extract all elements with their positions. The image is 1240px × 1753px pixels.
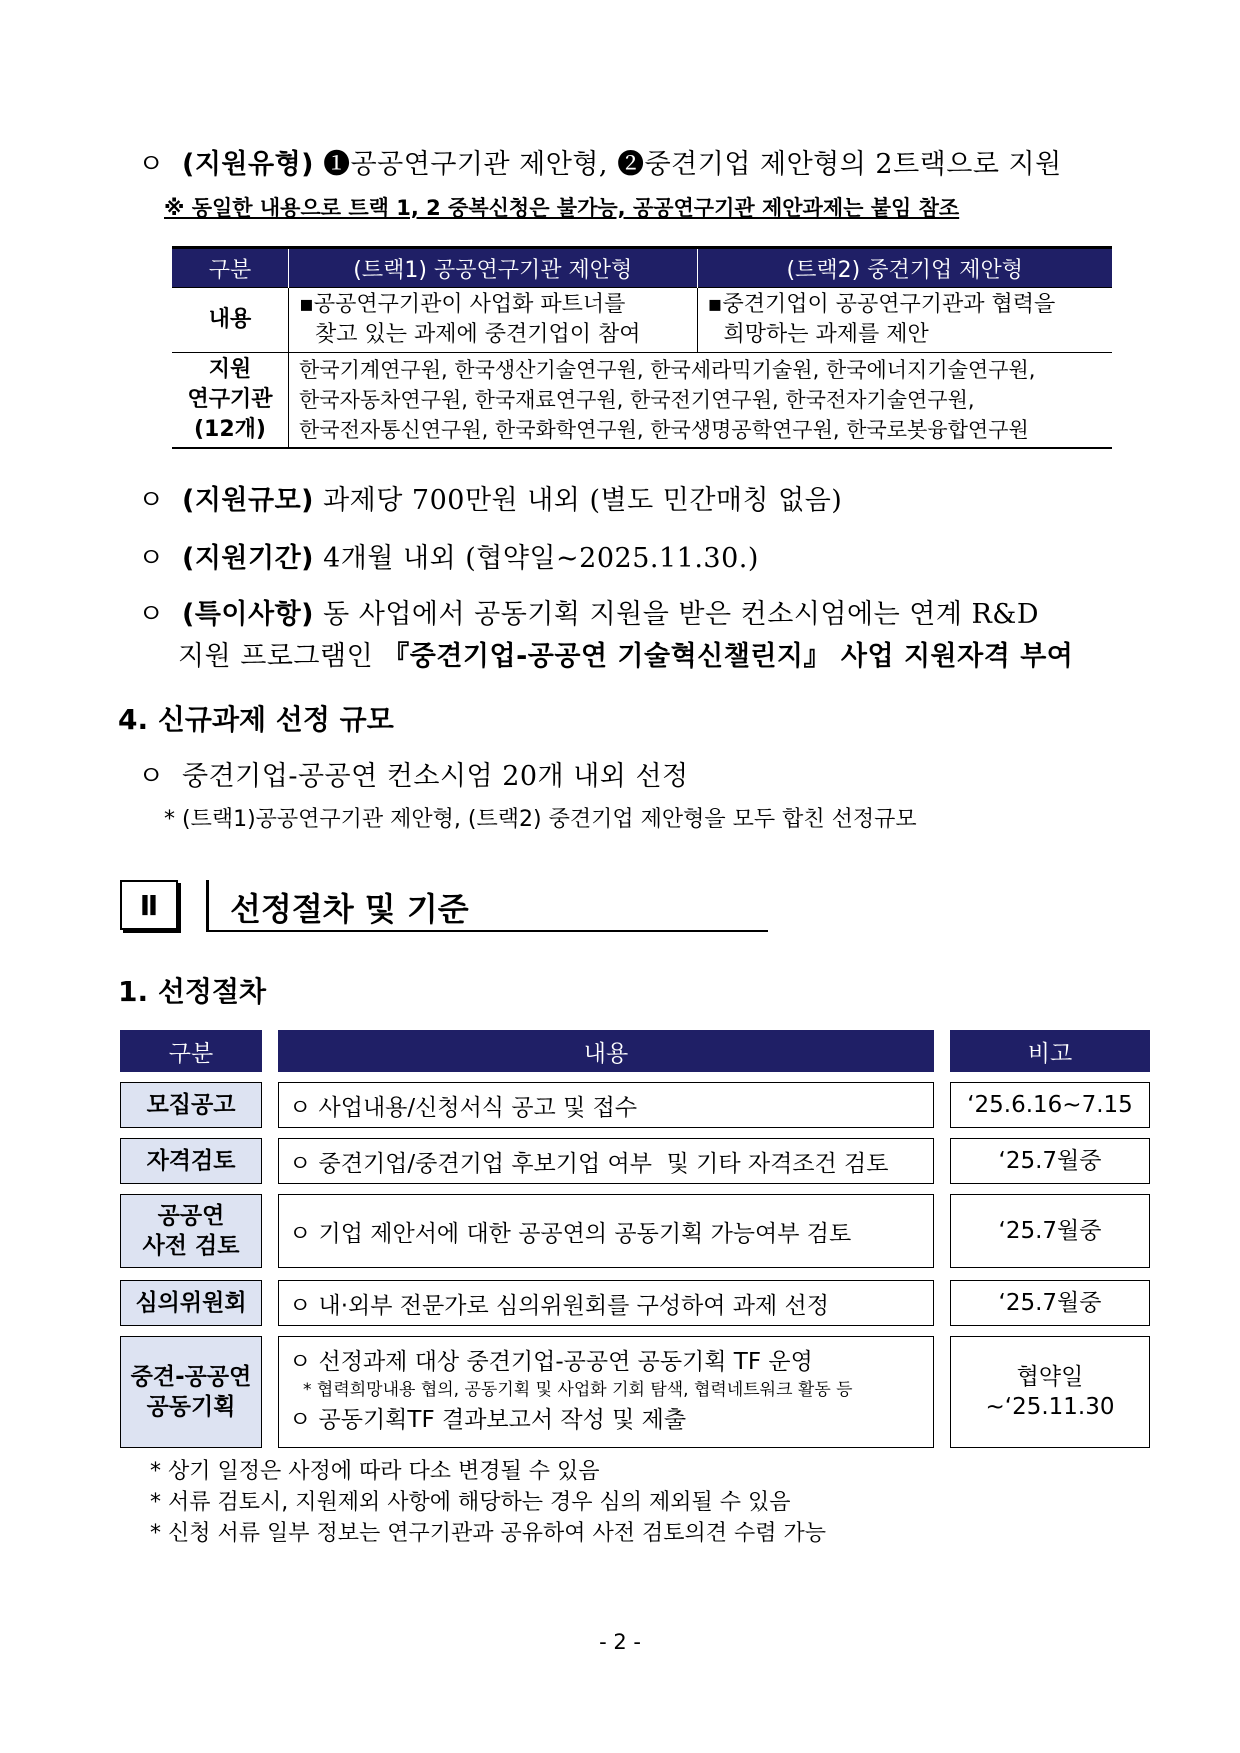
chapter-number: Ⅱ — [139, 888, 159, 922]
support-type-line — [138, 142, 1062, 181]
procedure-header-category: 구분 — [120, 1030, 262, 1072]
support-period-line — [138, 536, 759, 575]
institutions-label-line: 지원 — [208, 357, 252, 382]
track2-content-line: 희망하는 과제를 제안 — [723, 322, 929, 347]
track1-content — [289, 288, 698, 353]
bullet: ㅇ — [138, 761, 165, 792]
row-note-text: 협약일 — [1016, 1364, 1084, 1390]
procedure-header-content: 내용 — [278, 1030, 934, 1072]
support-scale-text: 과제당 700만원 내외 (별도 민간매칭 없음) — [314, 485, 843, 516]
row-content-text: ㅇ 사업내용/신청서식 공고 및 접수 — [289, 1094, 638, 1121]
bullet: ㅇ — [138, 599, 165, 630]
institutions-line: 한국전자통신연구원, 한국화학연구원, 한국생명공학연구원, 한국로봇융합연구원 — [299, 418, 1029, 442]
chapter-title: 선정절차 및 기준 — [230, 890, 469, 928]
row-note-text: ‘25.7월중 — [998, 1218, 1102, 1244]
section4-heading: 4. 신규과제 선정 규모 — [118, 703, 394, 736]
duplicate-note: ※ 동일한 내용으로 트랙 1, 2 중복신청은 불가능, 공공연구기관 제안과제는 붙임 참조 — [164, 196, 960, 220]
special-text-bold: 『중견기업-공공연 기술혁신챌린지』 사업 지원자격 부여 — [382, 641, 1074, 672]
track-header-category: 구분 — [172, 248, 289, 288]
row-content-text: ㅇ 공동기획TF 결과보고서 작성 및 제출 — [289, 1407, 687, 1433]
bullet: ㅇ — [138, 543, 165, 574]
institutions-line: 한국기계연구원, 한국생산기술연구원, 한국세라믹기술원, 한국에너지기술연구원, — [299, 358, 1036, 382]
institutions-label-line: 연구기관 — [187, 387, 273, 412]
row-label-text: 자격검토 — [146, 1148, 236, 1174]
section4-note: * (트랙1)공공연구기관 제안형, (트랙2) 중견기업 제안형을 모두 합친 선정규모 — [164, 807, 917, 832]
procedure-row-label — [120, 1280, 262, 1326]
procedure-row-content — [278, 1138, 934, 1184]
track-table — [172, 246, 1112, 449]
procedure-row-note — [950, 1194, 1150, 1268]
procedure-heading: 1. 선정절차 — [118, 975, 267, 1008]
section4-text: 중견기업-공공연 컨소시엄 20개 내외 선정 — [182, 761, 689, 792]
footnote: * 서류 검토시, 지원제외 사항에 해당하는 경우 심의 제외될 수 있음 — [150, 1490, 791, 1515]
procedure-row-label — [120, 1336, 262, 1448]
procedure-row-content — [278, 1194, 934, 1268]
footnote: * 상기 일정은 사정에 따라 다소 변경될 수 있음 — [150, 1459, 600, 1484]
procedure-footnotes — [150, 1456, 826, 1549]
row-content-text: ㅇ 선정과제 대상 중견기업-공공연 공동기획 TF 운영 — [289, 1349, 813, 1375]
support-scale-line — [138, 478, 842, 517]
track2-content — [697, 288, 1112, 353]
support-scale-label: (지원규모) — [182, 485, 315, 516]
row-note-text: ~‘25.11.30 — [985, 1394, 1115, 1420]
procedure-row-label — [120, 1138, 262, 1184]
track-header-track2: (트랙2) 중견기업 제안형 — [697, 248, 1112, 288]
procedure-row-note — [950, 1336, 1150, 1448]
procedure-row-content — [278, 1336, 934, 1448]
row-content-text: ㅇ 중견기업/중견기업 후보기업 여부 및 기타 자격조건 검토 — [289, 1150, 889, 1177]
procedure-row-label — [120, 1082, 262, 1128]
track2-content-line: ▪중견기업이 공공연구기관과 협력을 — [707, 292, 1056, 317]
chapter-number-box — [120, 880, 178, 930]
row-note-text: ‘25.7월중 — [998, 1290, 1102, 1316]
procedure-row-note — [950, 1138, 1150, 1184]
institutions-label — [172, 353, 289, 449]
content-label: 내용 — [172, 288, 289, 353]
row-subnote-text: * 협력희망내용 협의, 공동기획 및 사업화 기회 탐색, 협력네트워크 활동 등 — [303, 1380, 853, 1400]
row-label-text: 심의위원회 — [135, 1290, 247, 1316]
chapter-title-bar — [206, 880, 209, 932]
bullet: ㅇ — [138, 485, 165, 516]
procedure-row-note — [950, 1082, 1150, 1128]
institutions-list — [289, 353, 1113, 449]
row-label-text: 사전 검토 — [142, 1233, 240, 1259]
row-content-text: ㅇ 내·외부 전문가로 심의위원회를 구성하여 과제 선정 — [289, 1292, 829, 1319]
special-text: 동 사업에서 공동기획 지원을 받은 컨소시엄에는 연계 R&D — [314, 599, 1039, 630]
row-content-text: ㅇ 기업 제안서에 대한 공공연의 공동기획 가능여부 검토 — [289, 1220, 852, 1247]
procedure-row-note — [950, 1280, 1150, 1326]
row-note-text: ‘25.6.16~7.15 — [967, 1092, 1133, 1118]
procedure-header-note: 비고 — [950, 1030, 1150, 1072]
support-type-label: (지원유형) — [182, 149, 315, 180]
row-label-text: 공공연 — [157, 1203, 225, 1229]
support-period-text: 4개월 내외 (협약일~2025.11.30.) — [314, 543, 759, 574]
procedure-row-content — [278, 1082, 934, 1128]
bullet: ㅇ — [138, 149, 165, 180]
row-label-text: 공동기획 — [146, 1394, 236, 1420]
row-note-text: ‘25.7월중 — [998, 1148, 1102, 1174]
institutions-label-line: (12개) — [194, 417, 266, 442]
section4-line — [138, 754, 689, 793]
footnote: * 신청 서류 일부 정보는 연구기관과 공유하여 사전 검토의견 수렴 가능 — [150, 1521, 826, 1546]
support-type-text: ❶공공연구기관 제안형, ❷중견기업 제안형의 2트랙으로 지원 — [314, 149, 1062, 180]
institutions-line: 한국자동차연구원, 한국재료연구원, 한국전기연구원, 한국전자기술연구원, — [299, 388, 975, 412]
chapter-underline — [206, 930, 768, 932]
procedure-row-label — [120, 1194, 262, 1268]
special-line-2 — [178, 634, 1073, 673]
row-label-text: 모집공고 — [146, 1092, 236, 1118]
row-label-text: 중견-공공연 — [130, 1364, 252, 1390]
track1-content-line: ▪공공연구기관이 사업화 파트너를 — [299, 292, 626, 317]
special-text-plain: 지원 프로그램인 — [178, 641, 383, 672]
track1-content-line: 찾고 있는 과제에 중견기업이 참여 — [315, 322, 641, 347]
page-number: - 2 - — [599, 1630, 641, 1654]
support-period-label: (지원기간) — [182, 543, 315, 574]
special-label: (특이사항) — [182, 599, 315, 630]
track-header-track1: (트랙1) 공공연구기관 제안형 — [289, 248, 698, 288]
procedure-row-content — [278, 1280, 934, 1326]
special-line — [138, 592, 1039, 631]
